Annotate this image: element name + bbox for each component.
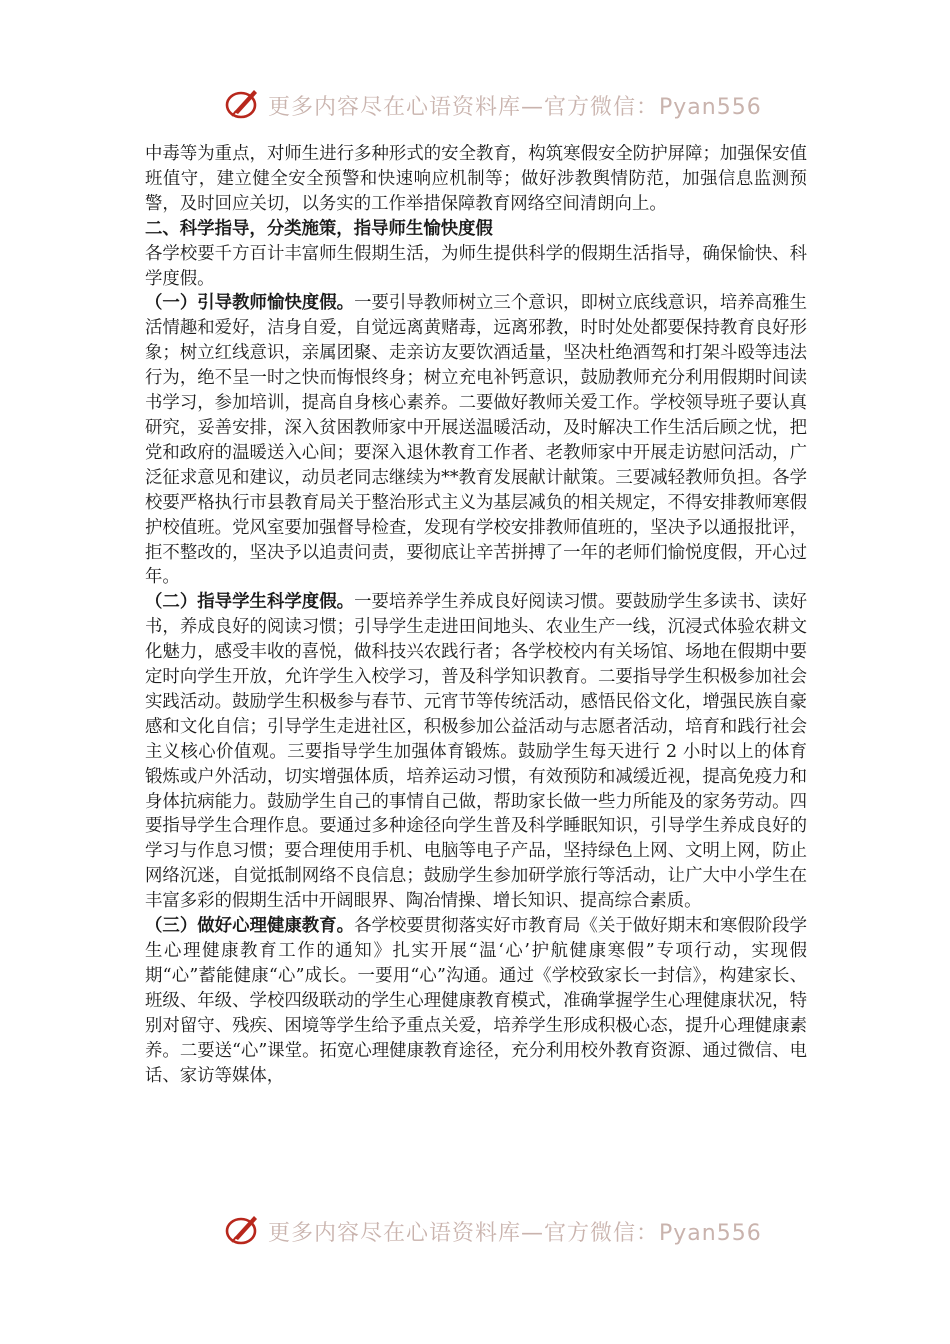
quill-logo-icon	[224, 1212, 262, 1246]
watermark-text: 更多内容尽在心语资料库—官方微信：Pyan556	[268, 95, 762, 120]
paragraph-students	[145, 590, 807, 914]
watermark-footer	[0, 1210, 950, 1250]
subheading-students: （二）指导学生科学度假。	[145, 592, 355, 613]
watermark-text: 更多内容尽在心语资料库—官方微信：Pyan556	[268, 1221, 762, 1246]
quill-logo-icon	[224, 86, 262, 120]
paragraph-overview: 各学校要千方百计丰富师生假期生活，为师生提供科学的假期生活指导，确保愉快、科学度假。	[145, 243, 807, 289]
text-students: 一要培养学生养成良好阅读习惯。要鼓励学生多读书、读好书，养成良好的阅读习惯；引导学生走进田间地头、农业生产一线，沉浸式体验农耕文化魅力，感受丰收的喜悦，做科技兴农践行者；各学校校内有关场馆、场地在假期中要定时向学生开放，允许学生入校学习，普及科学知识教育。二要指导学生积极参加社会实践活动。鼓励学生积极参与春节、元宵节等传统活动，感悟民俗文化，增强民族自豪感和文化自信；引导学生走进社区，积极参加公益活动与志愿者活动，培育和践行社会主义核心价值观。三要指导学生加强体育锻炼。鼓励学生每天进行 2 小时以上的体育锻炼或户外活动，切实增强体质，培养运动习惯，有效预防和减缓近视，提高免疫力和身体抗病能力。鼓励学生自己的事情自己做，帮助家长做一些力所能及的家务劳动。四要指导学生合理作息。要通过多种途径向学生普及科学睡眠知识，引导学生养成良好的学习与作息习惯；要合理使用手机、电脑等电子产品，坚持绿色上网、文明上网，防止网络沉迷，自觉抵制网络不良信息；鼓励学生参加研学旅行等活动，让广大中小学生在丰富多彩的假期生活中开阔眼界、陶冶情操、增长知识、提高综合素质。	[145, 592, 807, 912]
paragraph-teachers	[145, 291, 807, 590]
text-teachers: 一要引导教师树立三个意识，即树立底线意识，培养高雅生活情趣和爱好，洁身自爱，自觉远离黄赌毒，远离邪教，时时处处都要保持教育良好形象；树立红线意识，亲属团聚、走亲访友要饮酒适量，坚决杜绝酒驾和打架斗殴等违法行为，绝不呈一时之快而悔恨终身；树立充电补钙意识，鼓励教师充分利用假期时间读书学习，参加培训，提高自身核心素养。二要做好教师关爱工作。学校领导班子要认真研究，妥善安排，深入贫困教师家中开展送温暖活动，及时解决工作生活后顾之忧，把党和政府的温暖送入心间；要深入退休教育工作者、老教师家中开展走访慰问活动，广泛征求意见和建议，动员老同志继续为**教育发展献计献策。三要减轻教师负担。各学校要严格执行市县教育局关于整治形式主义为基层减负的相关规定，不得安排教师寒假护校值班。党风室要加强督导检查，发现有学校安排教师值班的，坚决予以通报批评，拒不整改的，坚决予以追责问责，要彻底让辛苦拼搏了一年的老师们愉悦度假，开心过年。	[145, 293, 807, 588]
document-body	[145, 142, 807, 1088]
paragraph-mental-health	[145, 914, 807, 1088]
section-heading: 二、科学指导，分类施策，指导师生愉快度假	[145, 218, 493, 239]
watermark-header	[0, 84, 950, 124]
text-mental-health: 各学校要贯彻落实好市教育局《关于做好期末和寒假阶段学生心理健康教育工作的通知》扎实开展“温‘心’护航健康寒假”专项行动，实现假期“心”蓄能健康“心”成长。一要用“心”沟通。通过《学校致家长一封信》，构建家长、班级、年级、学校四级联动的学生心理健康教育模式，准确掌握学生心理健康状况，特别对留守、残疾、困境等学生给予重点关爱，培养学生形成积极心态，提升心理健康素养。二要送“心”课堂。拓宽心理健康教育途径，充分利用校外教育资源、通过微信、电话、家访等媒体，	[145, 916, 807, 1086]
subheading-mental-health: （三）做好心理健康教育。	[145, 916, 355, 937]
paragraph-intro: 中毒等为重点，对师生进行多种形式的安全教育，构筑寒假安全防护屏障；加强保安值班值守，建立健全安全预警和快速响应机制等；做好涉教舆情防范，加强信息监测预警，及时回应关切，以务实的工作举措保障教育网络空间清朗向上。	[145, 144, 807, 214]
subheading-teachers: （一）引导教师愉快度假。	[145, 293, 355, 314]
